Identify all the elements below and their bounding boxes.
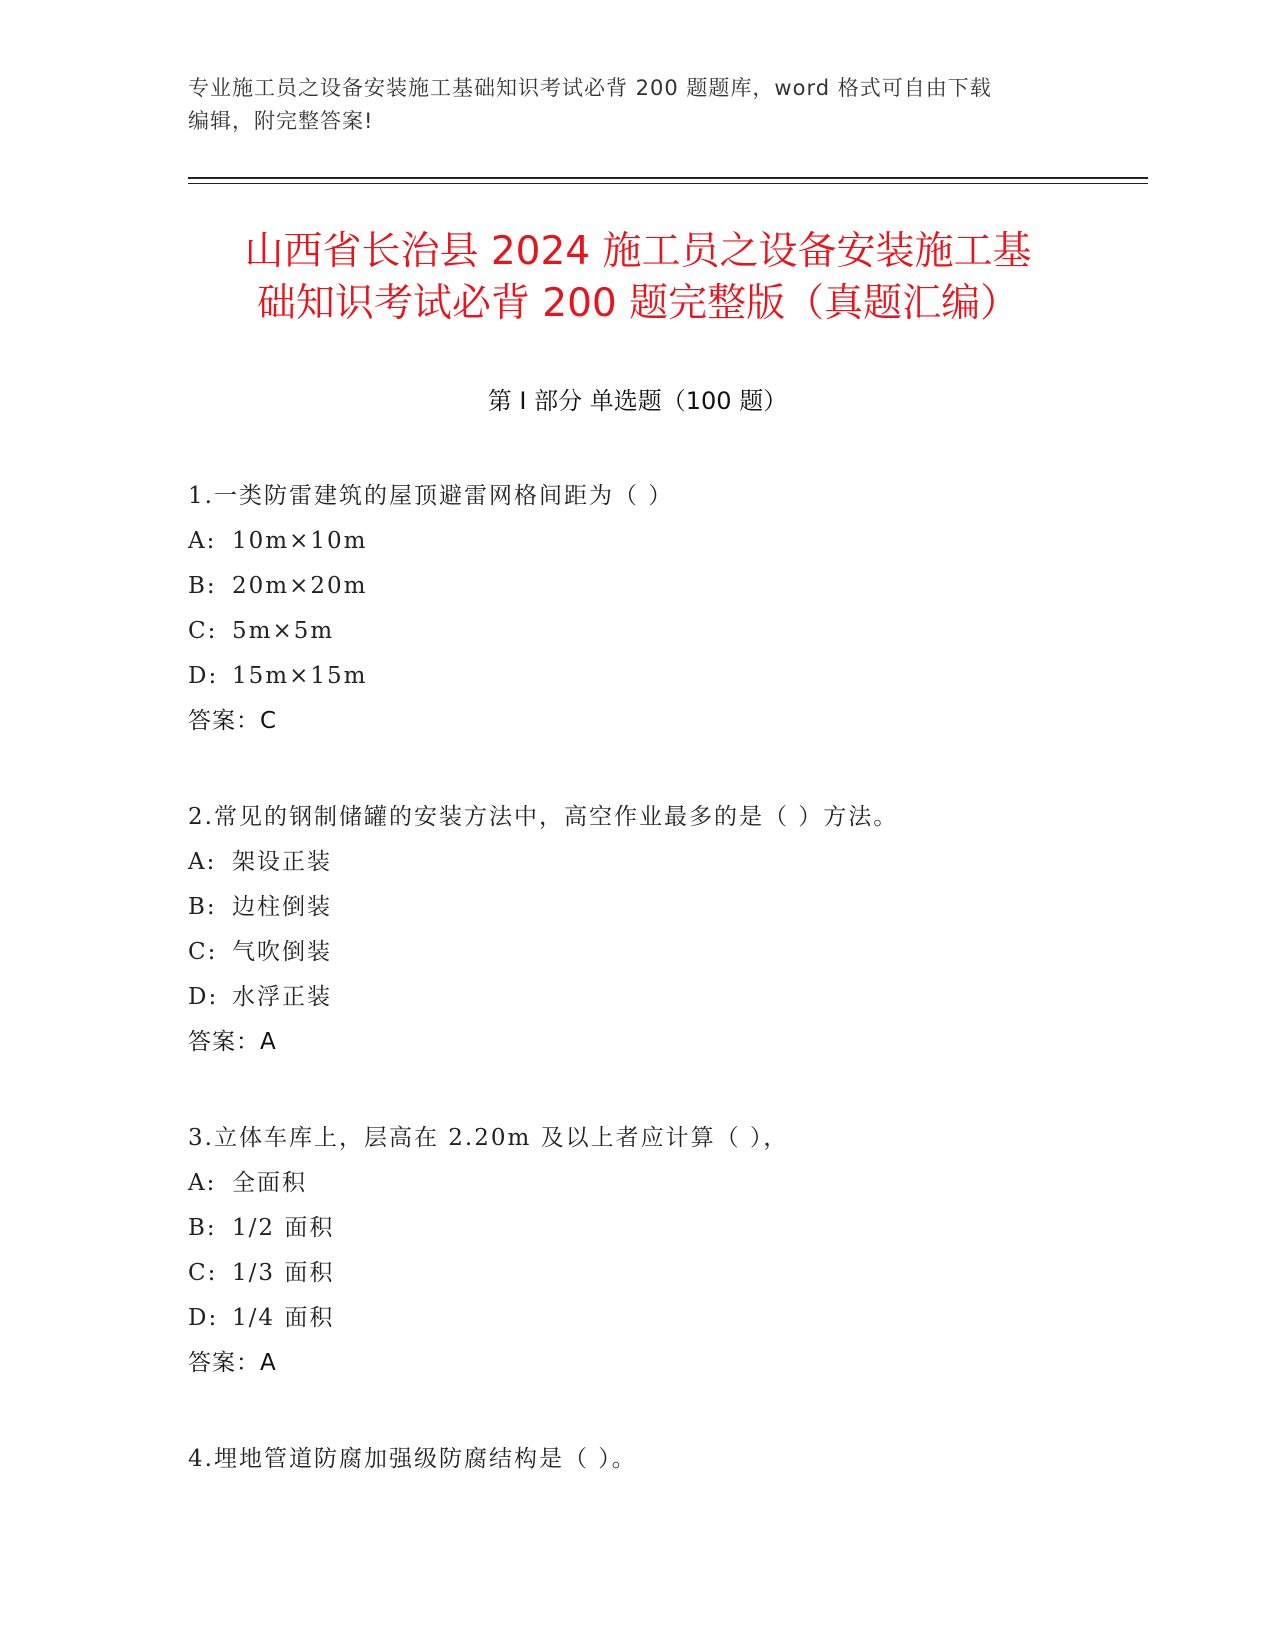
option-key: D:: [188, 984, 219, 1010]
header-divider-thin: [188, 183, 1148, 184]
option-text: 20m×20m: [232, 573, 368, 599]
header-divider-thick: [188, 177, 1148, 179]
option-d: [188, 975, 1108, 1020]
option-key: B:: [188, 573, 217, 599]
question-text: 1.一类防雷建筑的屋顶避雷网格间距为（ ）: [188, 483, 674, 509]
question-text: 3.立体车库上，层高在 2.20m 及以上者应计算（ ），: [188, 1125, 789, 1151]
answer-text: 答案：A: [188, 1029, 277, 1055]
option-text: 边柱倒装: [232, 894, 332, 920]
question-text: 4.埋地管道防腐加强级防腐结构是（ ）。: [188, 1446, 637, 1472]
option-text: 气吹倒装: [232, 939, 332, 965]
option-text: 1/4 面积: [232, 1305, 335, 1331]
section-heading: 第 I 部分 单选题（100 题）: [487, 387, 788, 415]
question-item: [188, 474, 1108, 744]
option-text: 架设正装: [232, 849, 332, 875]
option-key: C:: [188, 618, 218, 644]
question-item: [188, 1116, 1108, 1386]
question-text: 2.常见的钢制储罐的安装方法中，高空作业最多的是（ ）方法。: [188, 804, 899, 830]
option-key: B:: [188, 894, 217, 920]
header-note: [188, 72, 1088, 138]
question-item: [188, 795, 1108, 1065]
option-text: 全面积: [232, 1170, 307, 1196]
option-a: [188, 519, 1108, 564]
answer-text: 答案：C: [188, 708, 278, 734]
option-text: 1/2 面积: [232, 1215, 335, 1241]
option-key: A:: [188, 849, 217, 875]
option-text: 15m×15m: [232, 663, 368, 689]
option-b: [188, 885, 1108, 930]
document-title-line-1: 山西省长治县 2024 施工员之设备安装施工基: [244, 229, 1032, 274]
option-a: [188, 1161, 1108, 1206]
option-text: 10m×10m: [232, 528, 368, 554]
option-c: [188, 609, 1108, 654]
option-d: [188, 654, 1108, 699]
document-title: [188, 226, 1088, 330]
option-b: [188, 564, 1108, 609]
option-text: 5m×5m: [232, 618, 335, 644]
header-note-line-2: 编辑，附完整答案!: [188, 109, 374, 133]
option-a: [188, 840, 1108, 885]
option-c: [188, 1251, 1108, 1296]
option-key: D:: [188, 663, 219, 689]
header-note-line-1: 专业施工员之设备安装施工基础知识考试必背 200 题题库，word 格式可自由下载: [188, 76, 992, 100]
document-title-line-2: 础知识考试必背 200 题完整版（真题汇编）: [256, 281, 1020, 326]
option-c: [188, 930, 1108, 975]
option-text: 1/3 面积: [232, 1260, 335, 1286]
answer-text: 答案：A: [188, 1350, 277, 1376]
option-key: C:: [188, 939, 218, 965]
option-key: A:: [188, 1170, 217, 1196]
question-list: [188, 474, 1108, 1533]
option-key: A:: [188, 528, 217, 554]
option-key: B:: [188, 1215, 217, 1241]
option-b: [188, 1206, 1108, 1251]
option-text: 水浮正装: [232, 984, 332, 1010]
option-key: C:: [188, 1260, 218, 1286]
option-d: [188, 1296, 1108, 1341]
question-item: [188, 1437, 1108, 1482]
option-key: D:: [188, 1305, 219, 1331]
